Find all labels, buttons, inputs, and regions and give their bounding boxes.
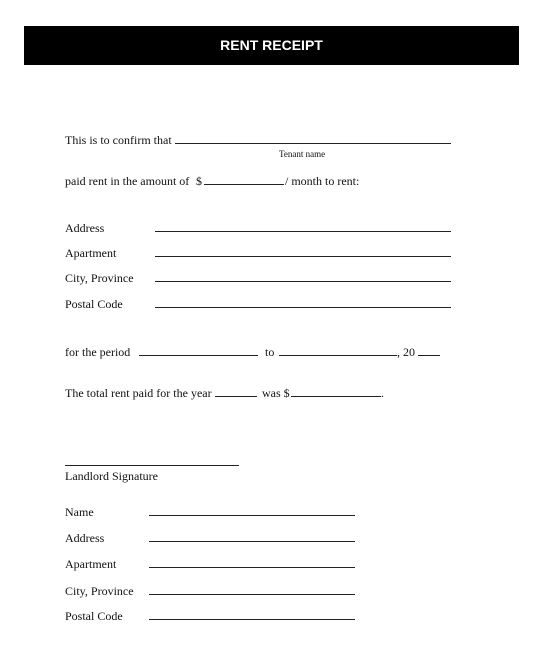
signature-label: Landlord Signature — [65, 469, 158, 483]
landlord-address-label: Address — [65, 531, 105, 545]
landlord-city-province-label: City, Province — [65, 584, 134, 598]
postal-code-field[interactable] — [155, 307, 451, 308]
landlord-postal-code-label: Postal Code — [65, 609, 123, 623]
period-year-field[interactable] — [418, 355, 440, 356]
total-was-label: was $ — [262, 386, 290, 400]
amount-prefix: paid rent in the amount of — [65, 174, 190, 188]
receipt-title: RENT RECEIPT — [24, 26, 519, 65]
period-label: for the period — [65, 345, 131, 359]
rent-amount-field[interactable] — [204, 184, 284, 185]
period-start-field[interactable] — [139, 355, 258, 356]
postal-code-label: Postal Code — [65, 297, 123, 311]
landlord-apartment-field[interactable] — [149, 567, 355, 568]
period-year-prefix: , 20 — [397, 345, 415, 359]
period-end-field[interactable] — [279, 355, 397, 356]
address-label: Address — [65, 221, 105, 235]
landlord-name-label: Name — [65, 505, 94, 519]
apartment-label: Apartment — [65, 246, 117, 260]
apartment-field[interactable] — [155, 256, 451, 257]
confirm-label: This is to confirm that — [65, 133, 172, 147]
city-province-label: City, Province — [65, 271, 134, 285]
landlord-apartment-label: Apartment — [65, 557, 117, 571]
amount-suffix: / month to rent: — [285, 174, 360, 188]
landlord-address-field[interactable] — [149, 541, 355, 542]
address-field[interactable] — [155, 231, 451, 232]
total-year-field[interactable] — [215, 396, 257, 397]
tenant-name-caption: Tenant name — [279, 149, 326, 159]
total-end-period: . — [381, 386, 384, 400]
period-to-label: to — [265, 345, 275, 359]
total-amount-field[interactable] — [291, 396, 381, 397]
landlord-city-province-field[interactable] — [149, 594, 355, 595]
total-label: The total rent paid for the year — [65, 386, 212, 400]
landlord-name-field[interactable] — [149, 515, 355, 516]
amount-currency: $ — [196, 174, 202, 188]
landlord-postal-code-field[interactable] — [149, 619, 355, 620]
city-province-field[interactable] — [155, 281, 451, 282]
landlord-signature-field[interactable] — [65, 465, 239, 466]
tenant-name-field[interactable] — [175, 143, 451, 144]
